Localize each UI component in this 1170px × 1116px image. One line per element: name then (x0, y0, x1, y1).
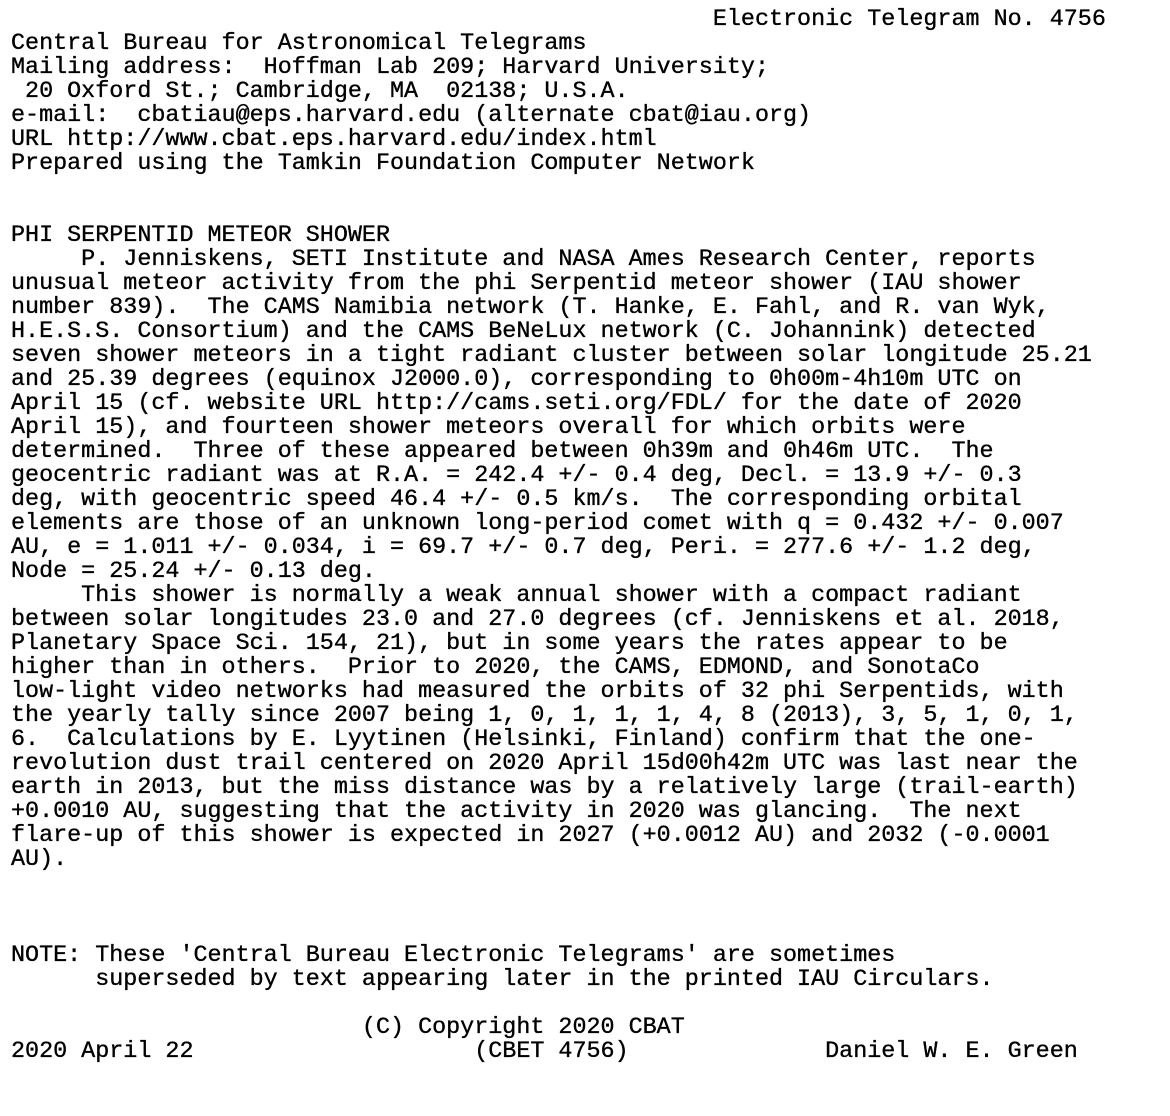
report-line: determined. Three of these appeared between 0h39m and 0h46m UTC. The (11, 439, 994, 465)
report-line: This shower is normally a weak annual shower with a compact radiant (11, 583, 1022, 609)
report-line: between solar longitudes 23.0 and 27.0 degrees (cf. Jenniskens et al. 2018, (11, 607, 1064, 633)
report-line: Planetary Space Sci. 154, 21), but in some years the rates appear to be (11, 631, 1008, 657)
report-line: H.E.S.S. Consortium) and the CAMS BeNeLux network (C. Johannink) detected (11, 319, 1036, 345)
telegram-number: Electronic Telegram No. 4756 (11, 7, 1106, 33)
report-line: unusual meteor activity from the phi Serpentid meteor shower (IAU shower (11, 271, 1022, 297)
report-line: April 15 (cf. website URL http://cams.seti.org/FDL/ for the date of 2020 (11, 391, 1022, 417)
report-line: geocentric radiant was at R.A. = 242.4 +/- 0.4 deg, Decl. = 13.9 +/- 0.3 (11, 463, 1022, 489)
report-line: deg, with geocentric speed 46.4 +/- 0.5 km/s. The corresponding orbital (11, 487, 1022, 513)
mailing-address-line-2: 20 Oxford St.; Cambridge, MA 02138; U.S.A. (11, 79, 629, 105)
report-title: PHI SERPENTID METEOR SHOWER (11, 223, 390, 249)
report-line: flare-up of this shower is expected in 2027 (+0.0012 AU) and 2032 (-0.0001 (11, 823, 1050, 849)
blank-line (11, 872, 1106, 896)
date-number-signature-line: 2020 April 22 (CBET 4756) Daniel W. E. Green (11, 1039, 1078, 1065)
note-line-1: NOTE: These 'Central Bureau Electronic Telegrams' are sometimes (11, 943, 896, 969)
report-line: P. Jenniskens, SETI Institute and NASA Ames Research Center, reports (11, 247, 1036, 273)
blank-line (11, 176, 1106, 200)
report-line: number 839). The CAMS Namibia network (T. Hanke, E. Fahl, and R. van Wyk, (11, 295, 1050, 321)
report-line: and 25.39 degrees (equinox J2000.0), corresponding to 0h00m-4h10m UTC on (11, 367, 1022, 393)
report-line: elements are those of an unknown long-period comet with q = 0.432 +/- 0.007 (11, 511, 1064, 537)
url-line: URL http://www.cbat.eps.harvard.edu/index.html (11, 127, 657, 153)
blank-line (11, 896, 1106, 920)
report-line: earth in 2013, but the miss distance was by a relatively large (trail-earth) (11, 775, 1078, 801)
blank-line (11, 920, 1106, 944)
prepared-by-line: Prepared using the Tamkin Foundation Computer Network (11, 151, 755, 177)
blank-line (11, 992, 1106, 1016)
blank-line (11, 200, 1106, 224)
report-line: AU). (11, 847, 68, 873)
report-line: the yearly tally since 2007 being 1, 0, 1, 1, 1, 4, 8 (2013), 3, 5, 1, 0, 1, (11, 703, 1078, 729)
copyright-line: (C) Copyright 2020 CBAT (11, 1015, 685, 1041)
telegram-document (11, 8, 1106, 1064)
mailing-address-line-1: Mailing address: Hoffman Lab 209; Harvard University; (11, 55, 769, 81)
email-line: e-mail: cbatiau@eps.harvard.edu (alternate cbat@iau.org) (11, 103, 812, 129)
report-line: +0.0010 AU, suggesting that the activity in 2020 was glancing. The next (11, 799, 1022, 825)
bureau-name: Central Bureau for Astronomical Telegrams (11, 31, 587, 57)
report-line: low-light video networks had measured the orbits of 32 phi Serpentids, with (11, 679, 1064, 705)
report-line: higher than in others. Prior to 2020, the CAMS, EDMOND, and SonotaCo (11, 655, 980, 681)
report-line: revolution dust trail centered on 2020 April 15d00h42m UTC was last near the (11, 751, 1078, 777)
note-line-2: superseded by text appearing later in the printed IAU Circulars. (11, 967, 994, 993)
report-line: April 15), and fourteen shower meteors overall for which orbits were (11, 415, 966, 441)
report-line: seven shower meteors in a tight radiant cluster between solar longitude 25.21 (11, 343, 1092, 369)
report-line: 6. Calculations by E. Lyytinen (Helsinki, Finland) confirm that the one- (11, 727, 1036, 753)
report-line: AU, e = 1.011 +/- 0.034, i = 69.7 +/- 0.7 deg, Peri. = 277.6 +/- 1.2 deg, (11, 535, 1036, 561)
report-line: Node = 25.24 +/- 0.13 deg. (11, 559, 376, 585)
